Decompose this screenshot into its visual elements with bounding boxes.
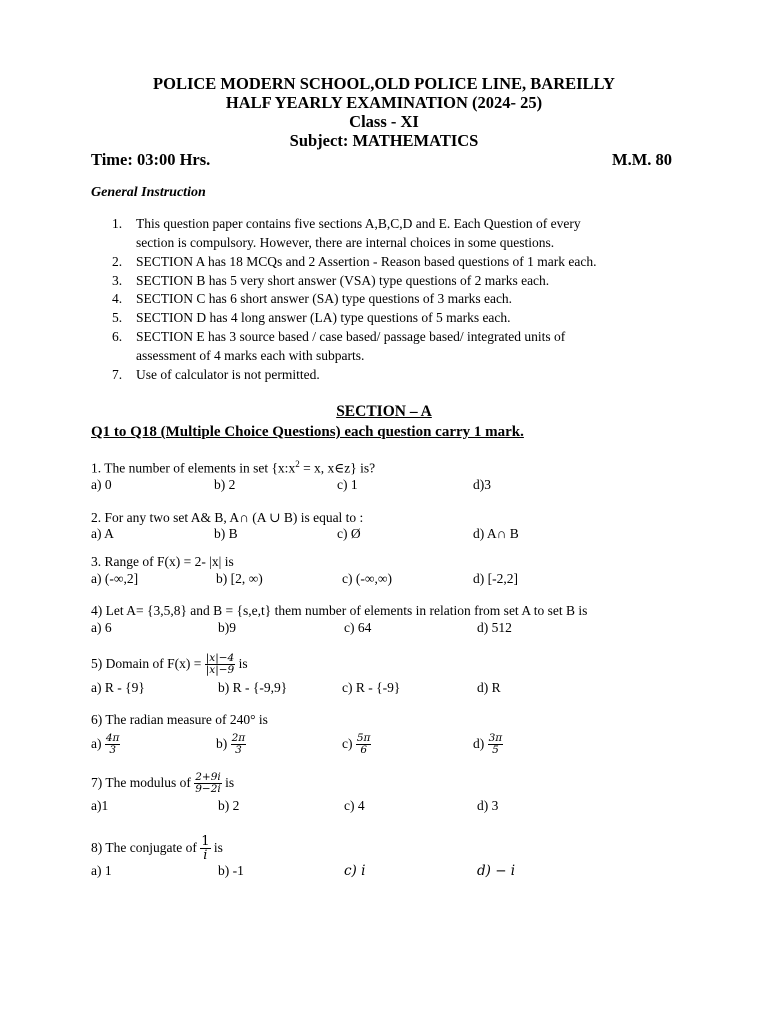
section-subtitle: Q1 to Q18 (Multiple Choice Questions) each question carry 1 mark. (91, 424, 524, 440)
question-text: 5) Domain of F(x) = (91, 656, 205, 671)
section-title: SECTION – A (336, 403, 432, 420)
question-text: 1. The number of elements in set {x:x (91, 460, 296, 476)
option-a: a) 1 (91, 863, 112, 878)
option-c (342, 729, 371, 759)
fraction-numerator: 2+9i (195, 771, 221, 784)
option-a: a) A (91, 526, 114, 541)
max-marks-label: M.M. 80 (612, 150, 673, 169)
fraction-denominator: 5 (492, 744, 499, 757)
instruction-number: 5. (112, 310, 123, 325)
option-c: c) R - {-9} (342, 680, 401, 695)
option-b: b) B (214, 526, 238, 541)
option-label: d) (473, 736, 485, 751)
option-d: d) − i (477, 863, 516, 879)
option-b: b) -1 (218, 863, 244, 878)
time-label: Time: 03:00 Hrs. (91, 150, 211, 169)
option-d: d) A∩ B (473, 526, 519, 541)
exam-title: HALF YEARLY EXAMINATION (2024- 25) (225, 93, 543, 112)
option-b: b)9 (218, 620, 236, 635)
superscript: 2 (295, 459, 300, 469)
option-b (216, 729, 246, 759)
question-text: 8) The conjugate of (91, 840, 201, 855)
question-8 (91, 832, 223, 864)
instruction-text: SECTION B has 5 very short answer (VSA) type questions of 2 marks each. (136, 273, 550, 288)
instruction-number: 7. (112, 367, 123, 382)
class-label: Class - XI (349, 112, 419, 131)
question-6: 6) The radian measure of 240° is (91, 712, 268, 727)
question-4: 4) Let A= {3,5,8} and B = {s,e,t} them number of elements in relation from set A to set B is (91, 603, 588, 618)
instruction-text: This question paper contains five sections A,B,C,D and E. Each Question of every (136, 216, 581, 231)
question-5 (91, 649, 248, 679)
option-b: b) R - {-9,9} (218, 680, 288, 695)
option-c: c) 4 (344, 798, 365, 813)
instruction-text: SECTION D has 4 long answer (LA) type questions of 5 marks each. (136, 310, 511, 325)
option-b: b) 2 (214, 477, 236, 492)
option-label: a) (91, 736, 102, 751)
option-a: a) (-∞,2] (91, 571, 139, 586)
option-d: d) 512 (477, 620, 512, 635)
option-b: b) 2 (218, 798, 240, 813)
fraction (105, 733, 121, 756)
instruction-number: 3. (112, 273, 123, 288)
instruction-text: assessment of 4 marks each with subparts. (136, 348, 365, 363)
fraction-denominator: |x|−9 (205, 664, 235, 677)
instruction-text: SECTION E has 3 source based / case based/ passage based/ integrated units of (136, 329, 566, 344)
fraction-denominator: 3 (109, 744, 117, 757)
fraction (200, 835, 210, 862)
option-c: c) (-∞,∞) (342, 571, 392, 586)
fraction-numerator: 5π (356, 732, 371, 745)
fraction (231, 733, 247, 756)
option-d: d) [-2,2] (473, 571, 518, 586)
fraction-denominator: i (203, 848, 208, 864)
fraction (205, 653, 235, 676)
instruction-number: 1. (112, 216, 123, 231)
question-text: is (210, 840, 223, 855)
option-c: c) 1 (337, 477, 358, 492)
option-b: b) [2, ∞) (216, 571, 263, 586)
fraction-numerator: |x|−4 (205, 652, 235, 665)
instruction-text: section is compulsory. However, there are internal choices in some questions. (136, 235, 555, 250)
option-d: d)3 (473, 477, 491, 492)
fraction-denominator: 9−2i (195, 783, 221, 796)
option-d: d) R (477, 680, 501, 695)
subject-label: Subject: MATHEMATICS (289, 131, 479, 150)
option-a: a) 6 (91, 620, 112, 635)
instruction-number: 6. (112, 329, 123, 344)
question-text: is (221, 775, 235, 790)
fraction-numerator: 2π (231, 732, 246, 745)
instruction-number: 2. (112, 254, 123, 269)
question-1 (91, 459, 375, 477)
instruction-text: SECTION C has 6 short answer (SA) type questions of 3 marks each. (136, 291, 513, 306)
option-d (473, 729, 503, 759)
fraction-numerator: 3π (488, 732, 503, 745)
question-2: 2. For any two set A& B, A∩ (A ∪ B) is equal to : (91, 510, 364, 525)
fraction-numerator: 1 (201, 834, 210, 850)
question-7 (91, 768, 234, 798)
instructions-title: General Instruction (91, 185, 206, 200)
fraction (356, 733, 372, 756)
option-c: c) 64 (344, 620, 372, 635)
option-a: a) 0 (91, 477, 112, 492)
option-d: d) 3 (477, 798, 499, 813)
option-c: c) Ø (337, 526, 361, 541)
option-a: a)1 (91, 798, 109, 813)
fraction-denominator: 6 (360, 744, 368, 757)
option-a: a) R - {9} (91, 680, 145, 695)
question-text: is (235, 656, 248, 671)
instruction-number: 4. (112, 291, 123, 306)
instruction-text: Use of calculator is not permitted. (136, 367, 320, 382)
fraction-numerator: 4π (105, 732, 120, 745)
question-text: = x, x∈z} is? (299, 460, 376, 476)
option-a (91, 729, 120, 759)
fraction (488, 733, 504, 756)
fraction-denominator: 3 (235, 744, 242, 757)
option-label: b) (216, 736, 228, 751)
question-3: 3. Range of F(x) = 2- |x| is (91, 554, 234, 569)
instruction-text: SECTION A has 18 MCQs and 2 Assertion - Reason based questions of 1 mark each. (136, 254, 597, 269)
fraction (194, 772, 222, 795)
school-name: POLICE MODERN SCHOOL,OLD POLICE LINE, BAREILLY (153, 74, 615, 93)
option-c: c) i (344, 863, 366, 879)
option-label: c) (342, 736, 353, 751)
question-text: 7) The modulus of (91, 775, 195, 790)
